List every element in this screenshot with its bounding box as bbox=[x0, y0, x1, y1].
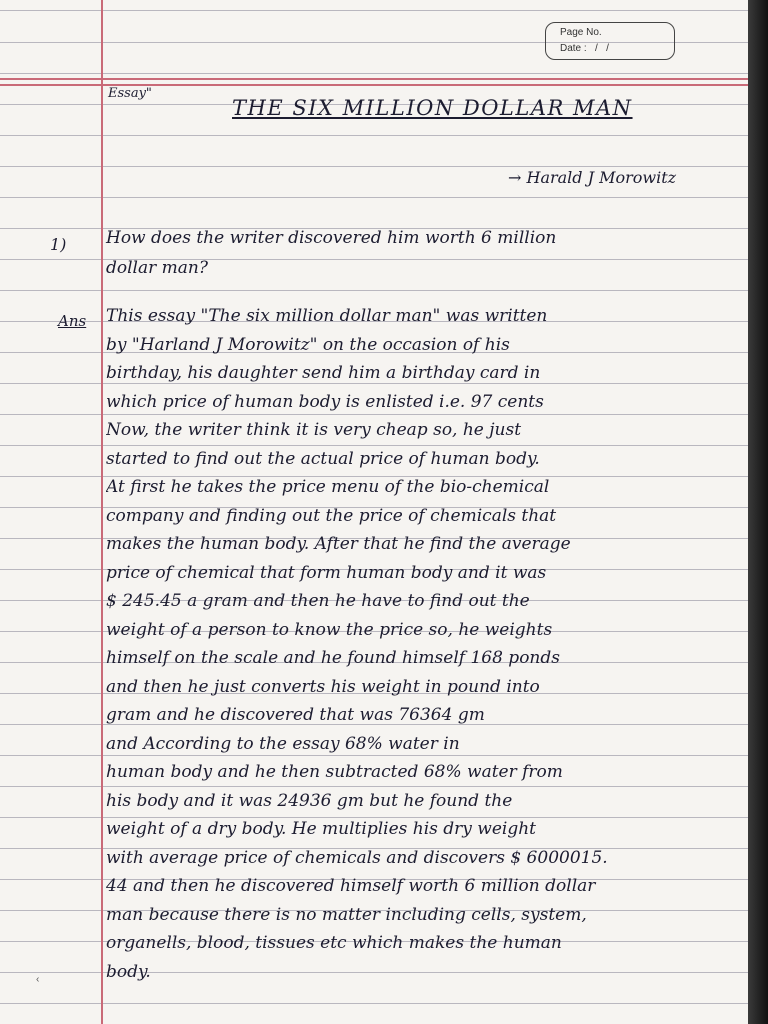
page-no-label: Page No. bbox=[560, 27, 602, 38]
question-number: 1) bbox=[50, 235, 67, 254]
answer-line: Now, the writer think it is very cheap so, he just bbox=[106, 420, 522, 440]
answer-label: Ans bbox=[58, 312, 87, 330]
answer-line: weight of a person to know the price so, he weights bbox=[106, 619, 553, 640]
answer-line: with average price of chemicals and discovers $ 6000015. bbox=[106, 847, 608, 868]
margin-mark: ‹ bbox=[36, 974, 40, 985]
top-rule bbox=[0, 78, 748, 80]
answer-line: gram and he discovered that was 76364 gm bbox=[106, 705, 485, 725]
date-label: Date : / / bbox=[560, 43, 609, 54]
answer-line: started to find out the actual price of human body. bbox=[106, 448, 540, 469]
answer-line: and According to the essay 68% water in bbox=[106, 733, 460, 754]
answer-line: This essay "The six million dollar man" was written bbox=[106, 306, 548, 326]
answer-line: $ 245.45 a gram and then he have to find out the bbox=[106, 591, 530, 611]
essay-label: Essay" bbox=[108, 86, 152, 101]
answer-line: human body and he then subtracted 68% water from bbox=[106, 762, 563, 782]
answer-line: price of chemical that form human body and it was bbox=[106, 562, 547, 583]
essay-title: THE SIX MILLION DOLLAR MAN bbox=[232, 96, 633, 120]
margin-line bbox=[101, 0, 103, 1024]
answer-line: weight of a dry body. He multiplies his dry weight bbox=[106, 819, 537, 839]
author-line: → Harald J Morowitz bbox=[508, 168, 677, 187]
answer-line: and then he just converts his weight in pound into bbox=[106, 676, 540, 697]
answer-line: which price of human body is enlisted i.e. 97 cents bbox=[106, 391, 544, 412]
answer-line: man because there is no matter including cells, system, bbox=[106, 904, 587, 925]
question-line: How does the writer discovered him worth 6 million bbox=[106, 228, 557, 248]
answer-line: birthday, his daughter send him a birthday card in bbox=[106, 363, 541, 383]
answer-line: makes the human body. After that he find the average bbox=[106, 534, 571, 554]
answer-line: body. bbox=[106, 961, 151, 982]
answer-line: his body and it was 24936 gm but he found the bbox=[106, 790, 513, 811]
answer-line: by "Harland J Morowitz" on the occasion of his bbox=[106, 334, 510, 355]
answer-line: At first he takes the price menu of the bio-chemical bbox=[106, 477, 550, 497]
answer-line: himself on the scale and he found himself 168 ponds bbox=[106, 648, 560, 668]
page-date-box bbox=[545, 22, 675, 60]
question-line: dollar man? bbox=[106, 258, 208, 278]
answer-line: 44 and then he discovered himself worth 6 million dollar bbox=[106, 876, 596, 896]
answer-line: company and finding out the price of chemicals that bbox=[106, 505, 557, 526]
answer-line: organells, blood, tissues etc which makes the human bbox=[106, 933, 562, 953]
page-edge bbox=[748, 0, 768, 1024]
